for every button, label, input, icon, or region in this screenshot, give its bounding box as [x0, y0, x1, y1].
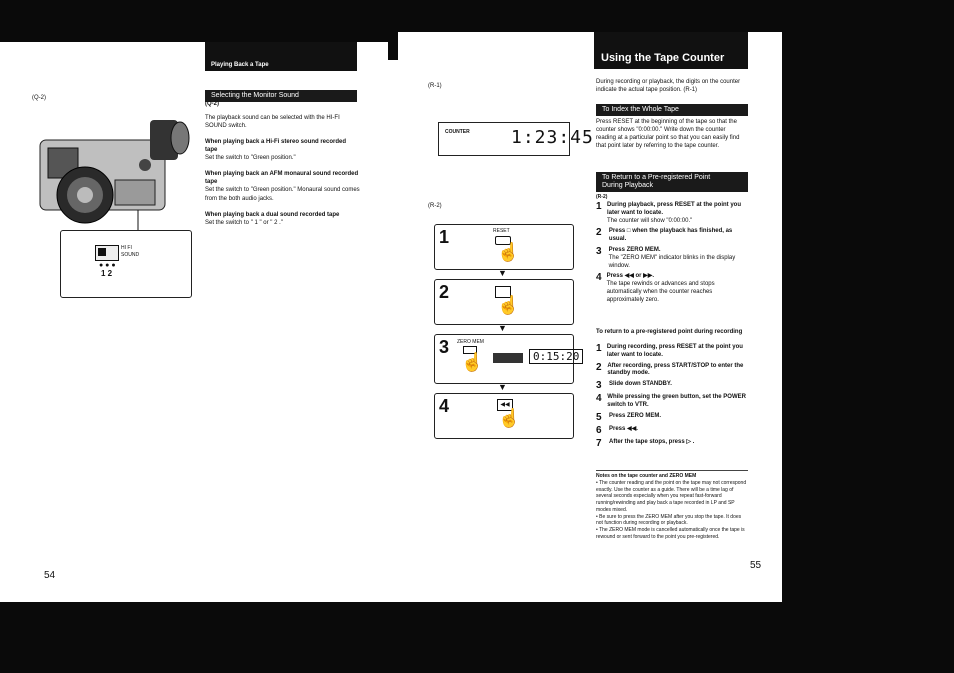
reference-label: (Q-2) [205, 101, 219, 107]
panel-caption: ZERO MEM [457, 339, 484, 345]
step-item [596, 426, 750, 436]
intro-text: The playback sound can be selected with the HI-FI SOUND switch. [205, 115, 340, 130]
step-item [596, 247, 750, 270]
hifi-sound-switch-callout [60, 230, 192, 298]
zero-mem-indicator-icon [493, 353, 523, 363]
note-item: • The ZERO MEM mode is cancelled automatically once the tape is rewound or sent forward to the point you pre-registered. [596, 527, 745, 540]
item-hifi [205, 138, 360, 162]
switch-dots: ● ● ● [99, 262, 116, 269]
subsection-line-1: To Return to a Pre-registered Point [602, 174, 711, 181]
note-text: The ZERO MEM mode is cancelled automatically once the tape is rewound or sent forward to the point you pre-registered. [596, 527, 745, 540]
counter-display: 1:23:45 [511, 127, 594, 148]
scan-dark-border-bottom [0, 602, 954, 673]
arrow-down-icon: ▼ [498, 268, 507, 278]
counter-display-figure [438, 122, 594, 156]
item-title: When playing back a Hi-Fi stereo sound recorded tape [205, 139, 347, 154]
step-text: Press ◀◀. [609, 425, 638, 432]
arrow-down-icon: ▼ [498, 382, 507, 392]
step-text: After the tape stops, press ▷ . [609, 438, 695, 445]
reference-label: (R-2) [596, 194, 608, 200]
left-page [0, 42, 388, 602]
note-item: • The counter reading and the point on the tape may not correspond exactly. Use the counter as a guide. There will be a time lag of several seconds especially when you repeat fast-forward running/rewinding and play back a tape recorded in LP and SP modes mixed. [596, 479, 747, 513]
panel-number: 3 [439, 337, 450, 357]
index-text: Press RESET at the beginning of the tape so that the counter shows "0:00:00." Write down the counter reading at a particular point so that you can easily find that point later by referring to the tape counter. [596, 119, 740, 150]
hifi-sound-switch [95, 245, 119, 261]
panel-number: 1 [439, 227, 450, 247]
subsection-bar-index: To Index the Whole Tape [596, 104, 748, 116]
panel-number: 2 [439, 282, 450, 302]
step-text: Press □ when the playback has finished, as usual. [608, 228, 733, 243]
step-number: 4 [596, 272, 602, 284]
page-number-right: 55 [750, 560, 762, 571]
item-text: Set the switch to " 1 " or " 2 ." [205, 219, 283, 226]
page-number-left: 54 [44, 570, 56, 581]
step-number: 3 [596, 245, 602, 257]
rewind-button-icon: ◀◀ [497, 399, 513, 411]
step-text: Press ◀◀ or ▶▶. [606, 273, 655, 280]
step-text: During playback, press RESET at the point you later want to locate. [606, 202, 741, 216]
step-text: While pressing the green button, set the POWER switch to VTR. [607, 394, 746, 408]
note-text: The counter reading and the point on the tape may not correspond exactly. Use the counter as a guide. There will be a time lag of several seconds especially when you repeat fast-forward running/rewinding and play back a tape recorded in LP and SP modes mixed. [596, 479, 747, 513]
step-number: 5 [596, 411, 602, 423]
step-number: 6 [596, 424, 602, 436]
arrow-down-icon: ▼ [498, 323, 507, 333]
step-number: 2 [596, 361, 602, 373]
recording-title: To return to a pre-registered point during recording [596, 329, 743, 335]
counter-label: COUNTER [445, 129, 470, 135]
section-header: Using the Tape Counter [594, 32, 748, 69]
figure-r1-label: (R-1) [428, 83, 442, 89]
item-afm [205, 170, 360, 202]
section-header: Playing Back a Tape [205, 42, 357, 71]
steps-playback [596, 202, 750, 308]
step-number: 7 [596, 437, 602, 449]
step-text: Press ZERO MEM. [609, 412, 662, 419]
note-text: Be sure to press the ZERO MEM after you stop the tape. It does not function during recording or playback. [596, 513, 742, 527]
step-panel-1 [434, 224, 574, 270]
step-item [596, 202, 750, 225]
subsection-bar-return [596, 172, 748, 192]
step-item [596, 363, 750, 379]
item-dual [205, 211, 360, 227]
step-text: After recording, press START/STOP to enter the standby mode. [607, 362, 744, 377]
step-number: 2 [596, 227, 602, 239]
step-text: During recording, press RESET at the point you later want to locate. [606, 344, 743, 358]
step-item [596, 344, 750, 360]
step-panel-4 [434, 393, 574, 439]
figure-r2-label: (R-2) [428, 203, 442, 209]
subsection-bar: Selecting the Monitor Sound [205, 90, 357, 102]
step-subtext: The counter will show "0:00:00." [606, 217, 693, 224]
item-text: Set the switch to "Green position." Monaural sound comes from the both audio jacks. [205, 187, 360, 202]
step-subtext: The tape rewinds or advances and stops automatically when the counter reaches approximately zero. [606, 281, 715, 303]
step-number: 3 [596, 380, 602, 392]
step-subtext: The "ZERO MEM" indicator blinks in the display window. [608, 254, 736, 269]
pointing-hand-icon: ☝ [497, 242, 520, 262]
step-item [596, 381, 750, 391]
scan-dark-border-right [782, 20, 954, 630]
step-item [596, 413, 750, 423]
pointing-hand-icon: ☝ [497, 295, 520, 315]
step-item [596, 228, 750, 244]
note-item: • Be sure to press the ZERO MEM after you stop the tape. It does not function during recording or playback. [596, 513, 742, 527]
switch-label-sound: SOUND [121, 252, 140, 258]
step-panel-3 [434, 334, 580, 384]
item-title: When playing back a dual sound recorded tape [205, 211, 340, 218]
counter-display-panel3: 0:15:20 [529, 349, 583, 364]
item-text: Set the switch to "Green position." [205, 155, 296, 162]
item-title: When playing back an AFM monaural sound recorded tape [205, 171, 359, 186]
panel-caption: RESET [493, 228, 510, 234]
pointing-hand-icon: ☝ [498, 408, 521, 428]
step-text: Slide down STANDBY. [609, 381, 672, 388]
switch-label-hifi: HI FI [121, 245, 132, 251]
right-page [398, 32, 782, 592]
step-number: 1 [596, 343, 602, 354]
step-item [596, 394, 750, 410]
step-item [596, 439, 750, 449]
pointing-hand-icon: ☝ [461, 352, 484, 372]
notes-block [596, 470, 748, 541]
step-number: 4 [596, 393, 602, 405]
intro-text: During recording or playback, the digits on the counter indicate the actual tape position. (R-1) [596, 79, 741, 94]
step-panel-2 [434, 279, 574, 325]
switch-positions: 1 2 [101, 269, 113, 278]
notes-title: Notes on the tape counter and ZERO MEM [596, 473, 697, 479]
step-text: Press ZERO MEM. [608, 246, 661, 253]
steps-recording [596, 344, 750, 452]
step-item [596, 273, 750, 304]
subsection-line-2: During Playback [602, 182, 653, 190]
figure-label: (Q-2) [32, 95, 46, 101]
item-list [205, 138, 360, 227]
panel-number: 4 [439, 396, 450, 416]
step-number: 1 [596, 201, 602, 212]
